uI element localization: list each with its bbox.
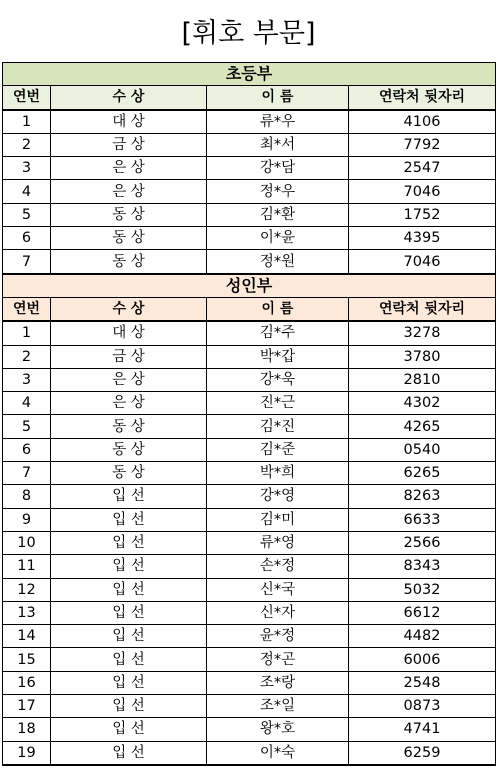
table-row xyxy=(3,180,496,203)
name-cell: 김*미 xyxy=(207,508,349,531)
table-row xyxy=(3,601,496,624)
phone-suffix-cell: 7792 xyxy=(349,133,496,156)
award-cell: 은 상 xyxy=(51,157,207,180)
column-header-row xyxy=(3,297,496,321)
row-number: 17 xyxy=(3,695,51,718)
name-cell: 김*진 xyxy=(207,415,349,438)
column-header: 수 상 xyxy=(51,297,207,321)
award-cell: 입 선 xyxy=(51,555,207,578)
table-row xyxy=(3,718,496,741)
table-row xyxy=(3,555,496,578)
name-cell: 류*영 xyxy=(207,531,349,554)
award-cell: 대 상 xyxy=(51,110,207,134)
column-header: 수 상 xyxy=(51,86,207,110)
table-row xyxy=(3,392,496,415)
phone-suffix-cell: 2810 xyxy=(349,368,496,391)
phone-suffix-cell: 4741 xyxy=(349,718,496,741)
row-number: 6 xyxy=(3,438,51,461)
page-title: [휘호 부문] xyxy=(181,18,316,49)
phone-suffix-cell: 6612 xyxy=(349,601,496,624)
phone-suffix-cell: 4106 xyxy=(349,110,496,134)
table-row xyxy=(3,741,496,765)
table-row xyxy=(3,203,496,226)
column-header: 연번 xyxy=(3,297,51,321)
row-number: 1 xyxy=(3,110,51,134)
name-cell: 이*윤 xyxy=(207,227,349,250)
name-cell: 박*희 xyxy=(207,462,349,485)
section-header-row xyxy=(3,274,496,298)
phone-suffix-cell: 5032 xyxy=(349,578,496,601)
row-number: 5 xyxy=(3,203,51,226)
award-cell: 입 선 xyxy=(51,741,207,765)
award-cell: 입 선 xyxy=(51,625,207,648)
award-cell: 동 상 xyxy=(51,438,207,461)
table-row xyxy=(3,345,496,368)
column-header-row xyxy=(3,86,496,110)
name-cell: 김*환 xyxy=(207,203,349,226)
award-cell: 금 상 xyxy=(51,133,207,156)
phone-suffix-cell: 4302 xyxy=(349,392,496,415)
column-header: 연번 xyxy=(3,86,51,110)
table-row xyxy=(3,531,496,554)
awards-table xyxy=(2,62,496,766)
table-row xyxy=(3,578,496,601)
award-cell: 은 상 xyxy=(51,368,207,391)
name-cell: 신*자 xyxy=(207,601,349,624)
row-number: 11 xyxy=(3,555,51,578)
award-cell: 입 선 xyxy=(51,648,207,671)
table-row xyxy=(3,110,496,134)
phone-suffix-cell: 4482 xyxy=(349,625,496,648)
phone-suffix-cell: 3278 xyxy=(349,321,496,345)
phone-suffix-cell: 4395 xyxy=(349,227,496,250)
name-cell: 강*담 xyxy=(207,157,349,180)
table-row xyxy=(3,462,496,485)
row-number: 2 xyxy=(3,133,51,156)
award-cell: 동 상 xyxy=(51,462,207,485)
phone-suffix-cell: 8263 xyxy=(349,485,496,508)
table-row xyxy=(3,508,496,531)
row-number: 7 xyxy=(3,250,51,274)
phone-suffix-cell: 4265 xyxy=(349,415,496,438)
column-header: 연락처 뒷자리 xyxy=(349,297,496,321)
row-number: 16 xyxy=(3,671,51,694)
table-row xyxy=(3,671,496,694)
phone-suffix-cell: 7046 xyxy=(349,250,496,274)
award-cell: 동 상 xyxy=(51,415,207,438)
table-row xyxy=(3,695,496,718)
phone-suffix-cell: 1752 xyxy=(349,203,496,226)
award-cell: 동 상 xyxy=(51,203,207,226)
phone-suffix-cell: 6633 xyxy=(349,508,496,531)
row-number: 6 xyxy=(3,227,51,250)
table-row xyxy=(3,415,496,438)
phone-suffix-cell: 2547 xyxy=(349,157,496,180)
awards-table-body xyxy=(3,63,496,765)
row-number: 18 xyxy=(3,718,51,741)
award-cell: 입 선 xyxy=(51,578,207,601)
table-row xyxy=(3,648,496,671)
phone-suffix-cell: 0540 xyxy=(349,438,496,461)
name-cell: 진*근 xyxy=(207,392,349,415)
name-cell: 박*갑 xyxy=(207,345,349,368)
award-cell: 입 선 xyxy=(51,508,207,531)
column-header: 이 름 xyxy=(207,297,349,321)
row-number: 3 xyxy=(3,368,51,391)
row-number: 4 xyxy=(3,180,51,203)
award-cell: 대 상 xyxy=(51,321,207,345)
name-cell: 왕*호 xyxy=(207,718,349,741)
phone-suffix-cell: 6006 xyxy=(349,648,496,671)
phone-suffix-cell: 2566 xyxy=(349,531,496,554)
row-number: 15 xyxy=(3,648,51,671)
row-number: 19 xyxy=(3,741,51,765)
name-cell: 윤*정 xyxy=(207,625,349,648)
section-title: 성인부 xyxy=(3,274,496,298)
row-number: 12 xyxy=(3,578,51,601)
name-cell: 손*정 xyxy=(207,555,349,578)
row-number: 3 xyxy=(3,157,51,180)
table-row xyxy=(3,321,496,345)
name-cell: 조*랑 xyxy=(207,671,349,694)
award-cell: 동 상 xyxy=(51,227,207,250)
name-cell: 이*숙 xyxy=(207,741,349,765)
phone-suffix-cell: 6259 xyxy=(349,741,496,765)
award-cell: 입 선 xyxy=(51,531,207,554)
row-number: 7 xyxy=(3,462,51,485)
row-number: 5 xyxy=(3,415,51,438)
row-number: 8 xyxy=(3,485,51,508)
section-header-row xyxy=(3,63,496,86)
award-cell: 입 선 xyxy=(51,601,207,624)
table-row xyxy=(3,438,496,461)
award-cell: 입 선 xyxy=(51,695,207,718)
table-row xyxy=(3,227,496,250)
name-cell: 신*국 xyxy=(207,578,349,601)
name-cell: 정*원 xyxy=(207,250,349,274)
name-cell: 류*우 xyxy=(207,110,349,134)
phone-suffix-cell: 7046 xyxy=(349,180,496,203)
section-title: 초등부 xyxy=(3,63,496,86)
row-number: 4 xyxy=(3,392,51,415)
name-cell: 조*일 xyxy=(207,695,349,718)
column-header: 이 름 xyxy=(207,86,349,110)
phone-suffix-cell: 8343 xyxy=(349,555,496,578)
phone-suffix-cell: 0873 xyxy=(349,695,496,718)
row-number: 13 xyxy=(3,601,51,624)
phone-suffix-cell: 2548 xyxy=(349,671,496,694)
award-cell: 금 상 xyxy=(51,345,207,368)
award-cell: 은 상 xyxy=(51,392,207,415)
award-cell: 동 상 xyxy=(51,250,207,274)
table-row xyxy=(3,250,496,274)
award-cell: 입 선 xyxy=(51,671,207,694)
phone-suffix-cell: 6265 xyxy=(349,462,496,485)
row-number: 10 xyxy=(3,531,51,554)
phone-suffix-cell: 3780 xyxy=(349,345,496,368)
award-cell: 은 상 xyxy=(51,180,207,203)
name-cell: 강*욱 xyxy=(207,368,349,391)
name-cell: 강*영 xyxy=(207,485,349,508)
table-row xyxy=(3,157,496,180)
table-row xyxy=(3,368,496,391)
name-cell: 정*우 xyxy=(207,180,349,203)
row-number: 9 xyxy=(3,508,51,531)
table-row xyxy=(3,133,496,156)
award-cell: 입 선 xyxy=(51,718,207,741)
name-cell: 김*준 xyxy=(207,438,349,461)
table-row xyxy=(3,485,496,508)
row-number: 2 xyxy=(3,345,51,368)
table-row xyxy=(3,625,496,648)
name-cell: 정*곤 xyxy=(207,648,349,671)
column-header: 연락처 뒷자리 xyxy=(349,86,496,110)
name-cell: 김*주 xyxy=(207,321,349,345)
row-number: 1 xyxy=(3,321,51,345)
row-number: 14 xyxy=(3,625,51,648)
name-cell: 최*서 xyxy=(207,133,349,156)
award-cell: 입 선 xyxy=(51,485,207,508)
